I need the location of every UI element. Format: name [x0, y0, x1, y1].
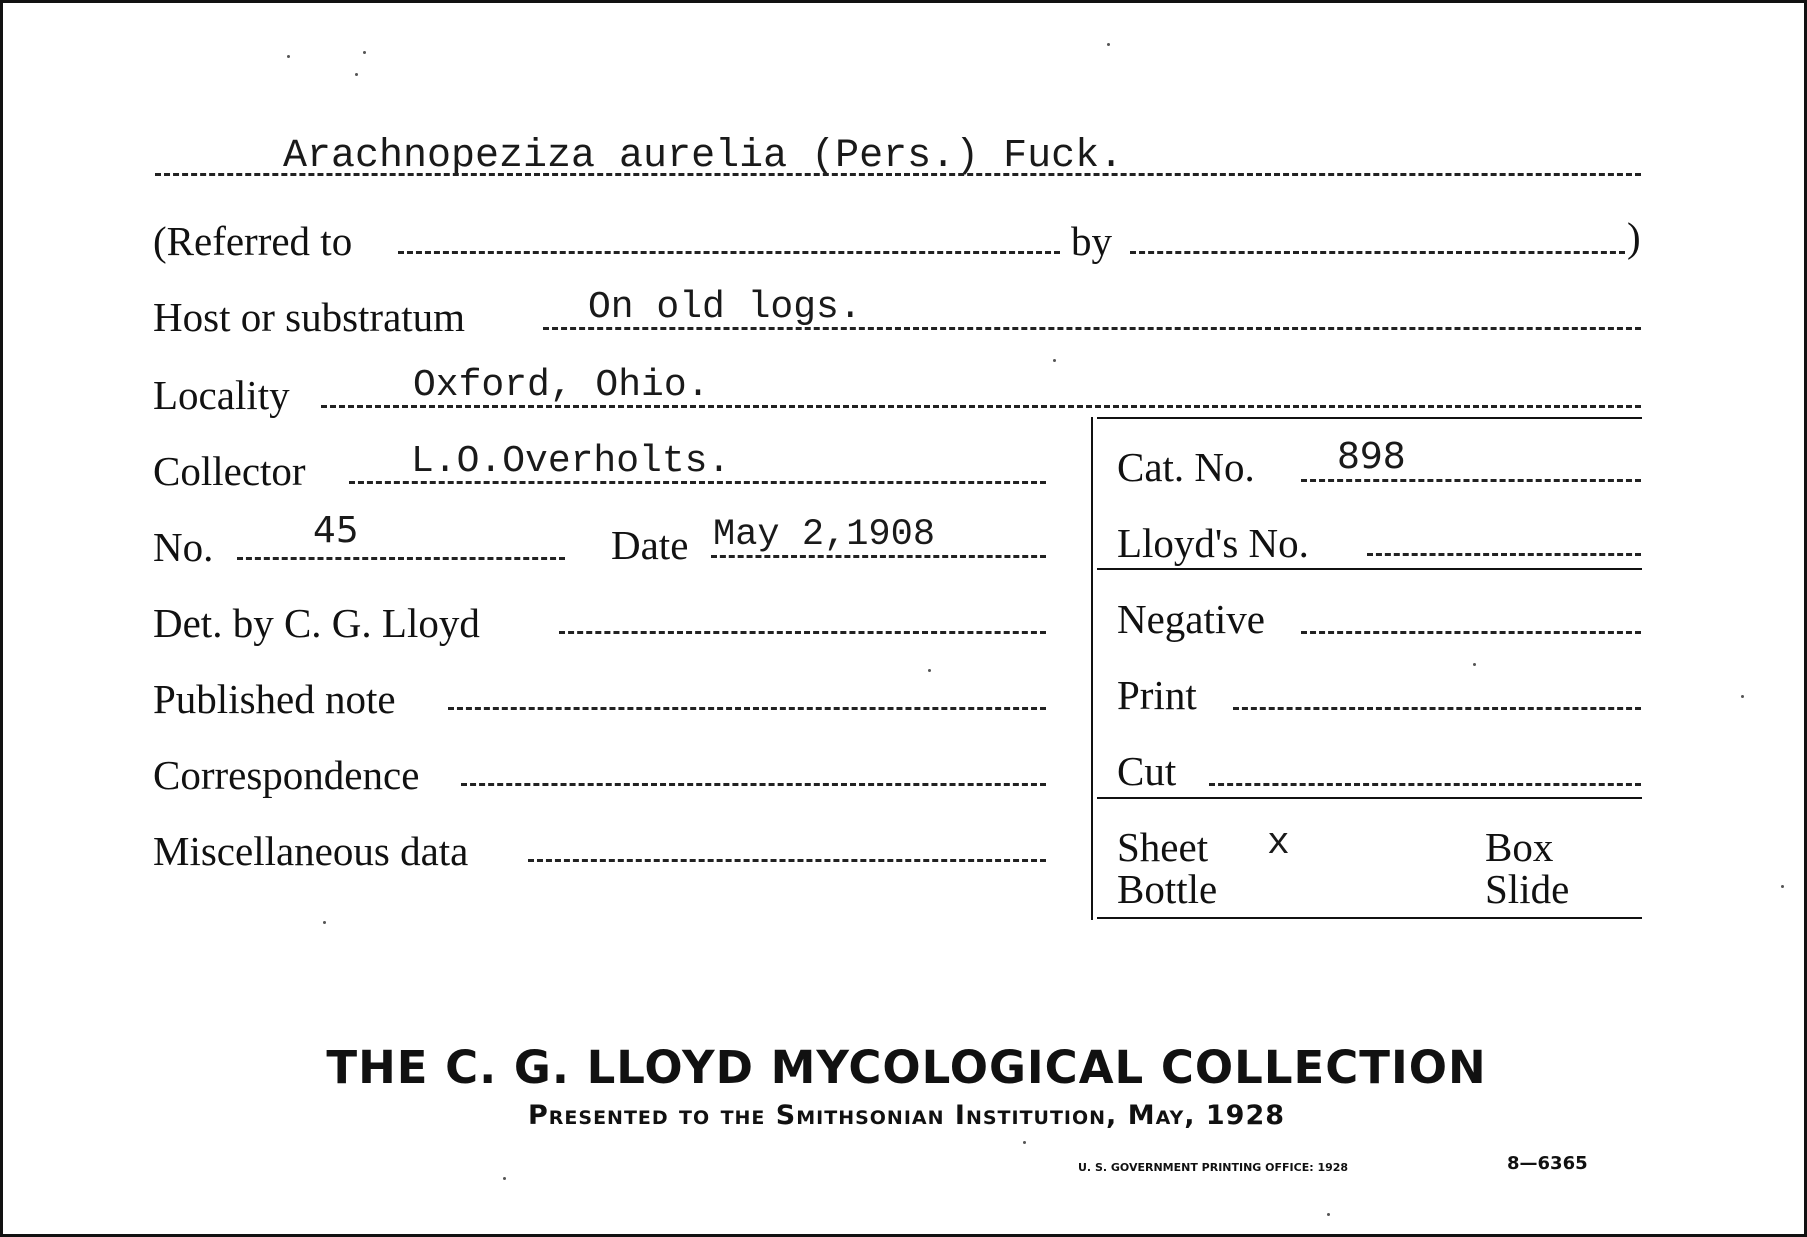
speck	[1781, 885, 1784, 888]
right-box-top-line	[1097, 417, 1642, 419]
collection-title: THE C. G. LLOYD MYCOLOGICAL COLLECTION	[326, 1041, 1487, 1094]
collector-label: Collector	[153, 448, 306, 494]
cat-no-label: Cat. No.	[1117, 444, 1255, 490]
cut-line	[1209, 783, 1641, 786]
by-label: by	[1071, 218, 1112, 264]
no-label: No.	[153, 524, 214, 570]
negative-label: Negative	[1117, 596, 1265, 642]
no-value: 45	[313, 510, 359, 551]
published-note-label: Published note	[153, 676, 396, 722]
speck	[1053, 359, 1056, 362]
published-note-line	[448, 707, 1046, 710]
speck	[928, 669, 931, 672]
correspondence-line	[461, 783, 1046, 786]
lloyds-no-label: Lloyd's No.	[1117, 520, 1309, 566]
speck	[1473, 663, 1476, 666]
speck	[355, 73, 358, 76]
form-number: 8—6365	[1507, 1153, 1588, 1174]
right-box-bottom-line	[1097, 917, 1642, 919]
date-value: May 2,1908	[713, 514, 936, 556]
speck	[1741, 695, 1744, 698]
locality-line	[321, 405, 1641, 408]
no-line	[237, 557, 565, 560]
locality-label: Locality	[153, 372, 290, 418]
print-line	[1233, 707, 1641, 710]
right-box-left-line	[1091, 417, 1093, 920]
print-label: Print	[1117, 672, 1197, 718]
date-line	[711, 555, 1046, 558]
specimen-name: Arachnopeziza aurelia (Pers.) Fuck.	[283, 134, 1124, 179]
cat-no-line	[1301, 479, 1641, 482]
speck	[1023, 1141, 1026, 1144]
host-label: Host or substratum	[153, 294, 466, 340]
speck	[323, 921, 326, 924]
locality-value: Oxford, Ohio.	[413, 364, 710, 407]
speck	[363, 51, 366, 54]
box-label: Box	[1485, 824, 1554, 870]
host-line	[543, 327, 1641, 330]
det-by-line	[559, 631, 1046, 634]
cut-label: Cut	[1117, 748, 1177, 794]
speck	[1327, 1213, 1330, 1216]
printer-note: U. S. GOVERNMENT PRINTING OFFICE: 1928	[1078, 1161, 1349, 1174]
slide-label: Slide	[1485, 866, 1570, 912]
misc-line	[528, 859, 1046, 862]
collection-subtitle: Presented to the Smithsonian Institution, May, 1928	[527, 1100, 1286, 1131]
correspondence-label: Correspondence	[153, 752, 420, 798]
right-box-divider-1	[1097, 568, 1642, 570]
collector-value: L.O.Overholts.	[411, 440, 731, 483]
speck	[1107, 43, 1110, 46]
by-line	[1130, 251, 1625, 254]
det-by-label: Det. by C. G. Lloyd	[153, 600, 480, 646]
host-value: On old logs.	[588, 286, 862, 329]
lloyds-no-line	[1367, 553, 1641, 556]
sheet-mark: x	[1267, 822, 1290, 865]
speck	[503, 1177, 506, 1180]
misc-label: Miscellaneous data	[153, 828, 469, 874]
bottle-label: Bottle	[1117, 866, 1218, 912]
sheet-label: Sheet	[1117, 824, 1209, 870]
close-paren: )	[1627, 214, 1641, 260]
specimen-name-line	[155, 173, 1641, 176]
speck	[287, 55, 290, 58]
collector-line	[349, 481, 1046, 484]
referred-to-line	[398, 251, 1060, 254]
right-box-divider-2	[1097, 797, 1642, 799]
date-label: Date	[611, 522, 689, 568]
cat-no-value: 898	[1337, 436, 1406, 477]
negative-line	[1301, 631, 1641, 634]
referred-to-label: (Referred to	[153, 218, 353, 264]
